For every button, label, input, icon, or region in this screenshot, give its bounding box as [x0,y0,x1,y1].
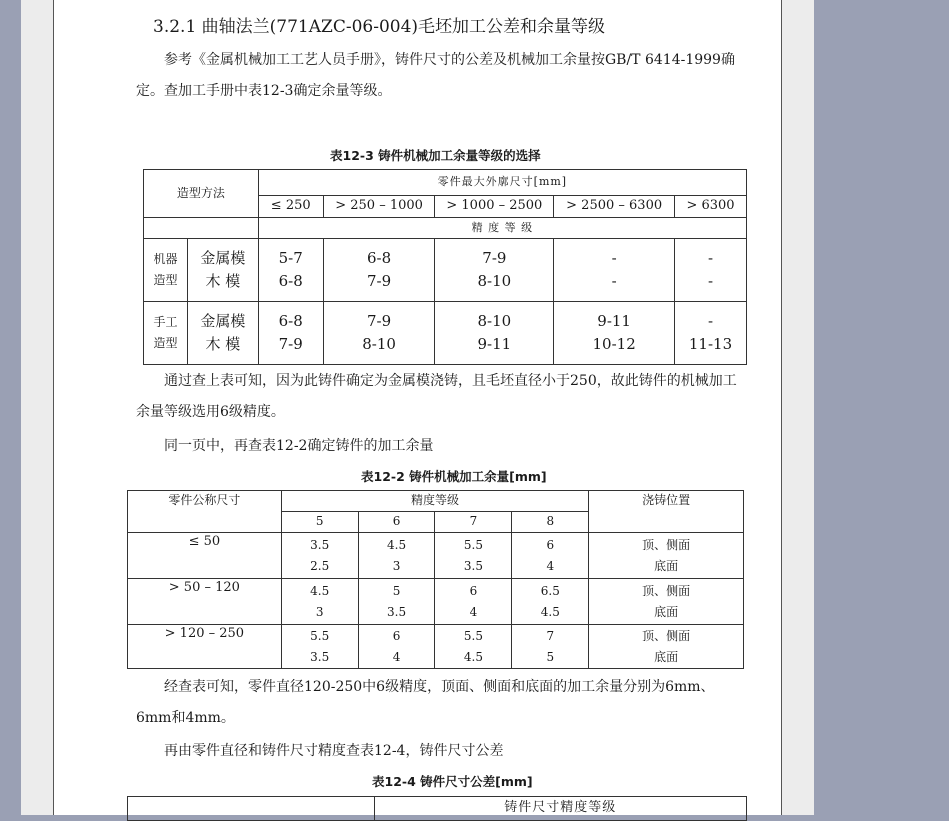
allowance-value: 6 [546,537,555,552]
allowance-value: 3.5 [310,649,330,664]
grade-value: - [707,249,714,267]
allowance-value: 5.5 [463,537,483,552]
grade-header: 铸件尺寸精度等级 [374,797,746,821]
position-cell [589,625,744,669]
position-value: 顶、侧面 [642,583,691,598]
process-label: 机器 [153,252,178,266]
grade-value: 8-10 [477,312,512,330]
mold-label: 金属模 [200,249,246,267]
grade-label: 5 [281,512,358,533]
allowance-value: 2.5 [310,558,330,573]
allowance-cell [358,579,435,625]
range-header: > 6300 [675,196,747,218]
value-cell [675,239,747,302]
range-header: > 1000 – 2500 [435,196,554,218]
table-12-2-caption: 表12-2 铸件机械加工余量[mm] [361,469,547,484]
table-row [128,625,744,669]
allowance-cell [358,625,435,669]
table-row [144,302,747,365]
allowance-cell [435,533,512,579]
grade-value: - [707,312,714,330]
grade-value: - [707,272,714,290]
allowance-value: 6 [392,628,401,643]
viewer-margin-right [781,0,814,815]
value-cell [323,302,435,365]
value-cell [258,302,323,365]
value-cell [554,239,675,302]
grade-header: 精度等级 [281,491,589,512]
viewer-margin-left [21,0,53,815]
table-row [128,533,744,579]
size-cell: ≤ 50 [128,533,282,579]
grade-label: 6 [358,512,435,533]
process-label: 造型 [153,336,178,350]
allowance-value: 5.5 [463,628,483,643]
process-cell [144,239,188,302]
allowance-cell [435,579,512,625]
allowance-value: 3.5 [310,537,330,552]
method-header: 造型方法 [144,170,259,218]
grade-value: 8-10 [362,335,396,353]
grade-value: 6-8 [278,272,303,290]
blank-cell [144,218,259,239]
grade-value: 6-8 [278,312,303,330]
position-value: 顶、侧面 [642,537,691,552]
range-header: > 2500 – 6300 [554,196,675,218]
position-value: 底面 [654,558,679,573]
table-12-2 [127,490,744,669]
allowance-cell [281,625,358,669]
table-12-4-caption: 表12-4 铸件尺寸公差[mm] [372,774,533,789]
value-cell [435,239,554,302]
grade-value: 7-9 [366,272,392,290]
paragraph-conclusion-2: 经查表可知，零件直径120-250中6级精度，顶面、侧面和底面的加工余量分别为6mm、6mm和4mm。 [136,679,715,726]
position-header: 浇铸位置 [589,491,744,533]
allowance-value: 5 [392,583,401,598]
grade-value: 11-13 [688,335,733,353]
allowance-value: 4 [469,604,478,619]
document-page [53,0,782,815]
paragraph-tolerance: 再由零件直径和铸件尺寸精度查表12-4，铸件尺寸公差 [164,743,504,759]
allowance-cell [512,533,589,579]
paragraph-reference: 参考《金属机械加工工艺人员手册》，铸件尺寸的公差及机械加工余量按GB/T 6414-1999确定。查加工手册中表12-3确定余量等级。 [136,52,735,99]
viewer-background-right [814,0,949,815]
mold-label: 金属模 [200,312,246,330]
table-12-3-caption: 表12-3 铸件机械加工余量等级的选择 [330,148,541,163]
value-cell [435,302,554,365]
allowance-value: 5 [546,649,555,664]
allowance-value: 5.5 [310,628,330,643]
position-value: 顶、侧面 [642,628,691,643]
process-cell [144,302,188,365]
grade-value: 10-12 [592,335,636,353]
position-value: 底面 [654,649,679,664]
range-header: > 250 – 1000 [323,196,435,218]
table-row [144,239,747,302]
allowance-value: 4.5 [540,604,560,619]
grade-header: 精 度 等 级 [258,218,746,239]
table-12-3 [143,169,747,365]
allowance-cell [512,625,589,669]
allowance-cell [435,625,512,669]
mold-cell [187,239,258,302]
position-cell [589,579,744,625]
mold-label: 木 模 [205,335,241,353]
grade-value: - [611,249,617,267]
value-cell [675,302,747,365]
mold-label: 木 模 [205,272,241,290]
viewer-background-left [0,0,21,815]
process-label: 手工 [153,315,178,329]
position-cell [589,533,744,579]
size-cell: > 50 – 120 [128,579,282,625]
allowance-value: 4.5 [310,583,330,598]
range-header: ≤ 250 [258,196,323,218]
grade-label: 8 [512,512,589,533]
grade-value: 7-9 [482,249,507,267]
size-header: 零件公称尺寸 [128,491,282,533]
table-12-4 [127,796,747,821]
grade-value: 9-11 [477,335,512,353]
allowance-value: 3 [392,558,401,573]
table-row [128,579,744,625]
process-label: 造型 [153,273,178,287]
size-cell: > 120 – 250 [128,625,282,669]
allowance-cell [512,579,589,625]
allowance-value: 4.5 [463,649,483,664]
grade-value: 6-8 [366,249,392,267]
grade-value: 9-11 [597,312,631,330]
size-header: 零件最大外廓尺寸[mm] [258,170,746,196]
blank-cell [128,797,375,821]
allowance-value: 6 [469,583,478,598]
grade-value: - [611,272,617,290]
position-value: 底面 [654,604,679,619]
allowance-value: 3.5 [463,558,483,573]
grade-label: 7 [435,512,512,533]
allowance-value: 6.5 [540,583,560,598]
grade-value: 8-10 [477,272,512,290]
mold-cell [187,302,258,365]
section-title: 3.2.1 曲轴法兰(771AZC-06-004)毛坯加工公差和余量等级 [153,17,606,37]
grade-value: 7-9 [366,312,392,330]
allowance-value: 4 [546,558,555,573]
allowance-value: 4 [392,649,401,664]
allowance-cell [281,533,358,579]
allowance-value: 4.5 [387,537,407,552]
allowance-value: 3.5 [387,604,407,619]
allowance-value: 3 [315,604,324,619]
paragraph-lookup: 同一页中，再查表12-2确定铸件的加工余量 [164,438,434,454]
grade-value: 5-7 [278,249,303,267]
value-cell [258,239,323,302]
allowance-cell [358,533,435,579]
value-cell [323,239,435,302]
allowance-value: 7 [546,628,555,643]
allowance-cell [281,579,358,625]
grade-value: 7-9 [278,335,303,353]
value-cell [554,302,675,365]
paragraph-conclusion-1: 通过查上表可知，因为此铸件确定为金属模浇铸，且毛坯直径小于250，故此铸件的机械加工余量等级选用6级精度。 [136,373,737,420]
